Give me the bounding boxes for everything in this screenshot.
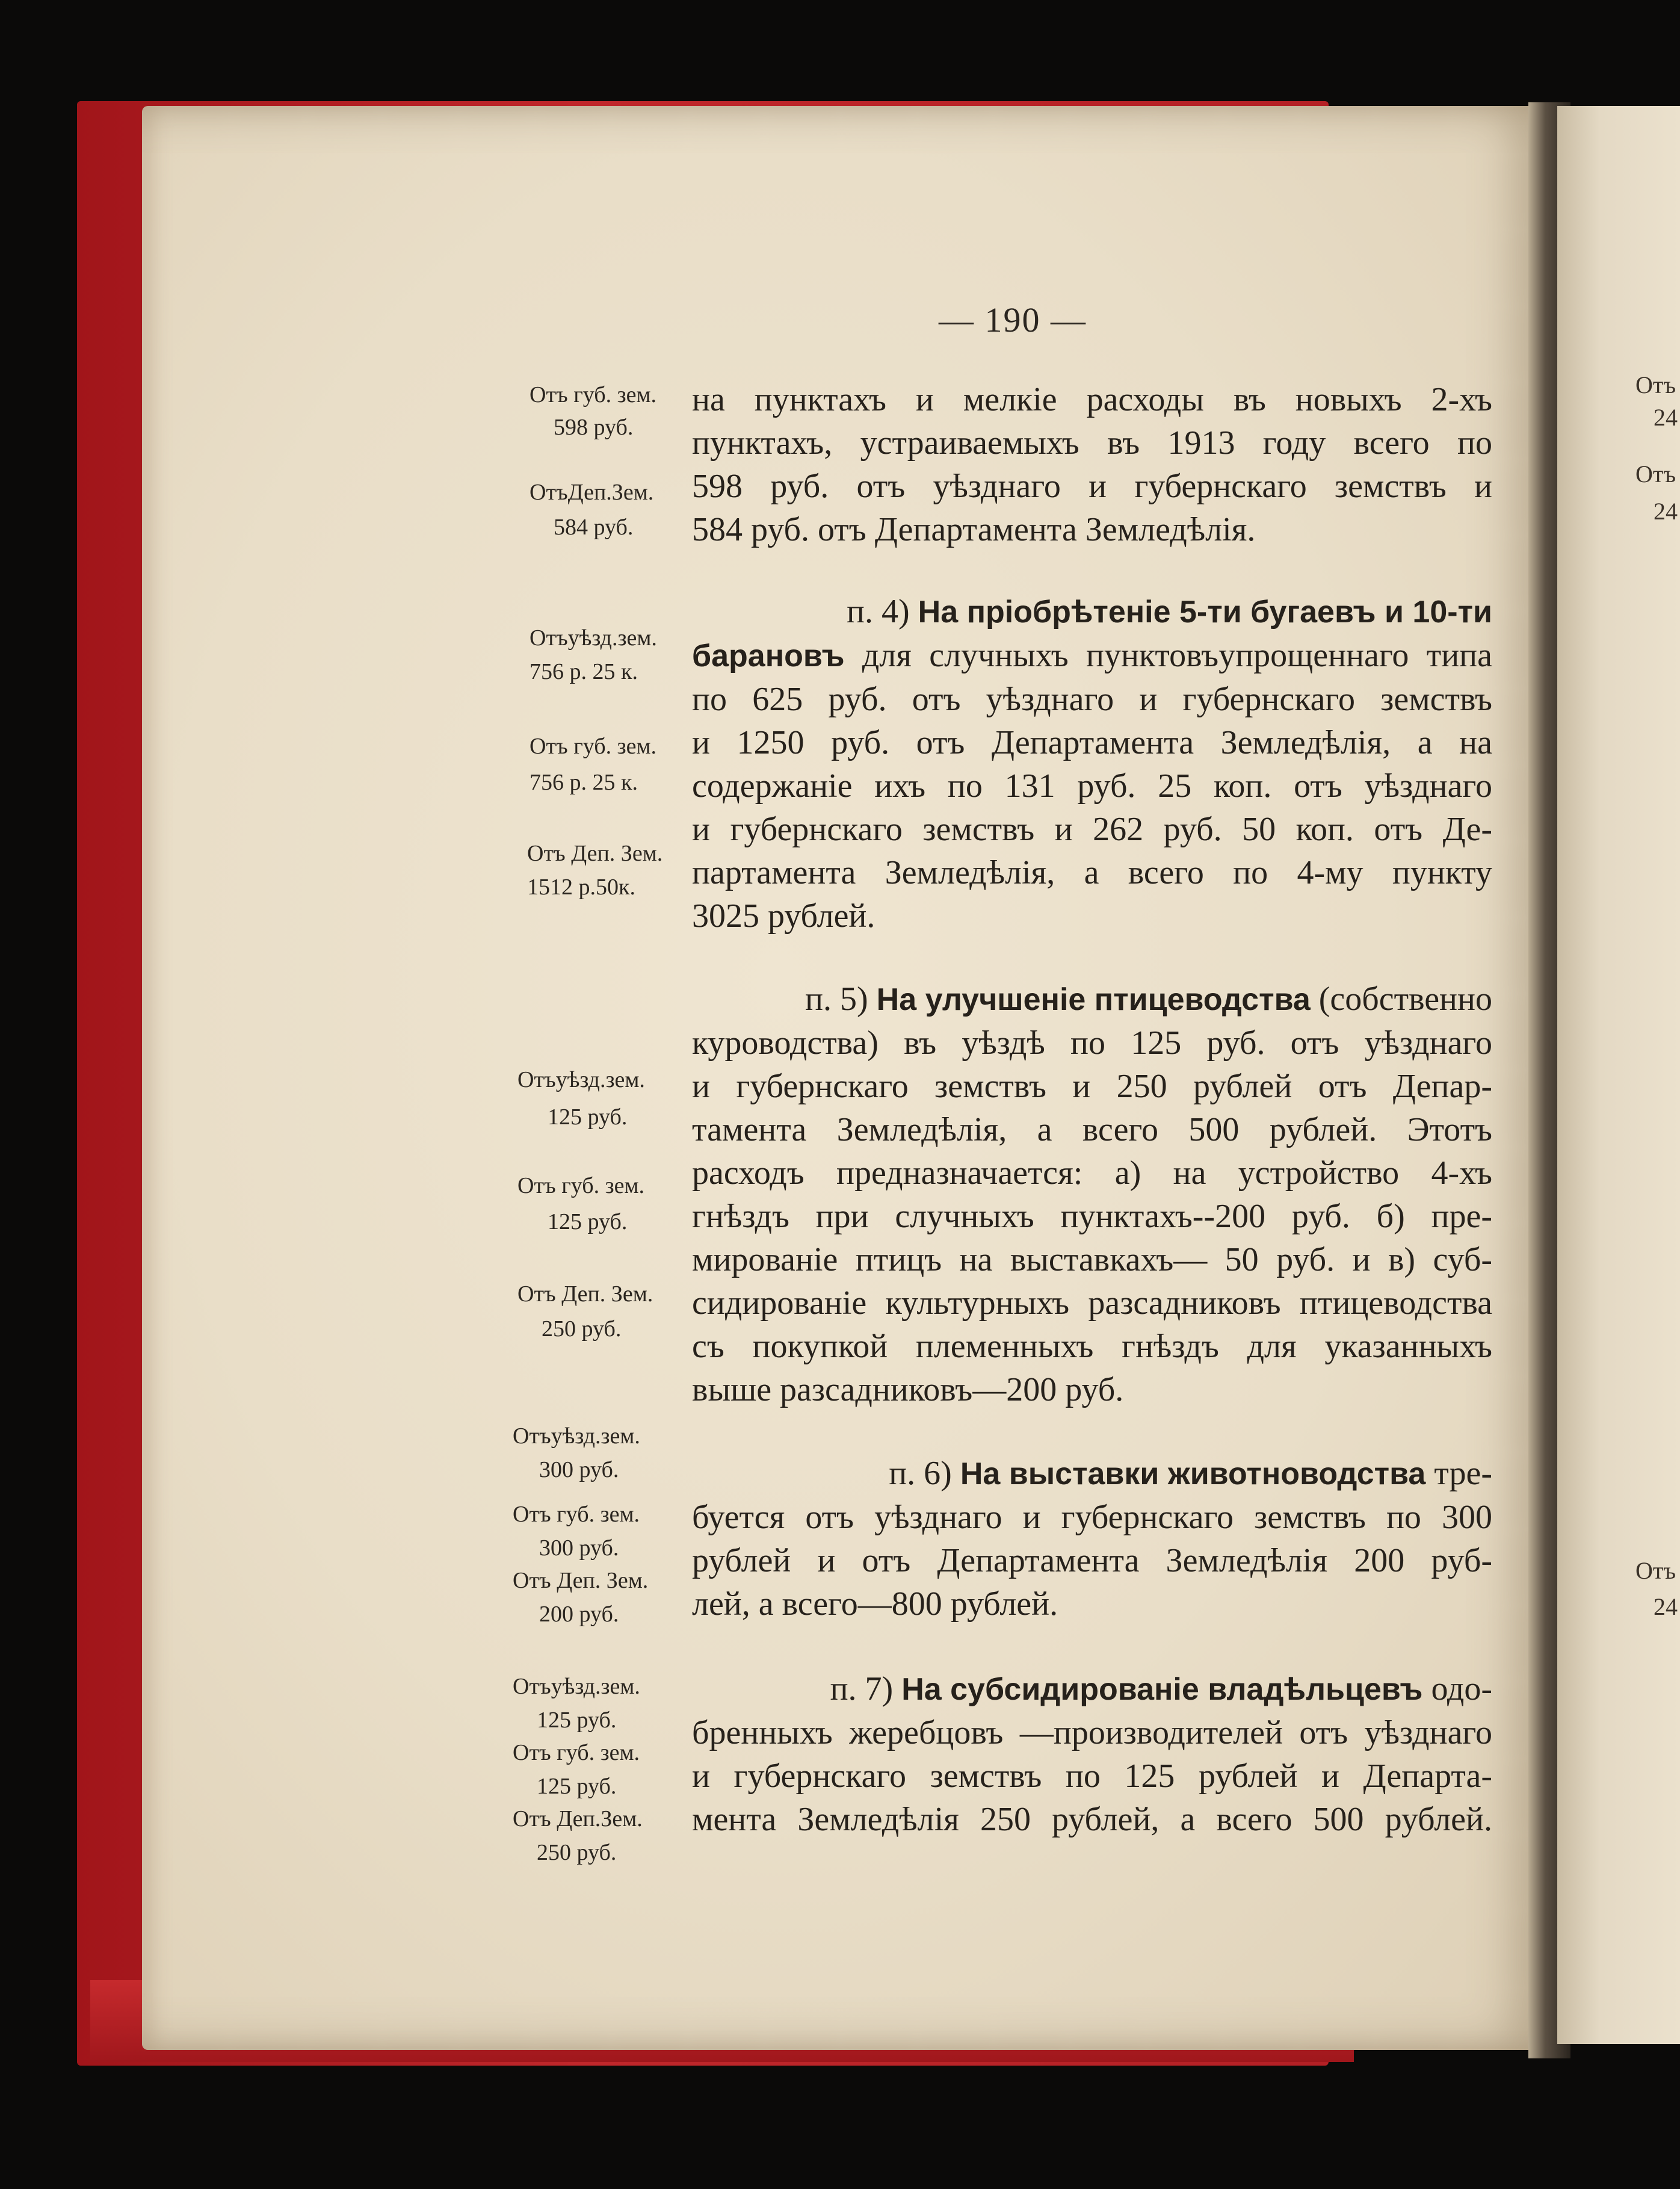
margin-note: 584 руб. (554, 515, 634, 540)
text-line: гнѣздъ при случныхъ пунктахъ--200 руб. б) пре- (692, 1198, 1492, 1235)
text-line: 3025 рублей. (692, 897, 876, 935)
paragraph-7 (692, 1667, 1492, 1841)
adjacent-page-fragment: Отъ (1635, 1557, 1676, 1584)
text-line: и 1250 руб. отъ Департамента Земледѣлія, а на (692, 724, 1492, 761)
item-title-cont: барановъ (692, 639, 845, 673)
margin-note: Отъ Деп. Зем. (527, 841, 663, 866)
paragraph-4 (692, 590, 1492, 938)
margin-note: ОтъДеп.Зем. (530, 480, 654, 505)
margin-note: 300 руб. (539, 1457, 619, 1482)
margin-note: 125 руб. (537, 1708, 617, 1733)
margin-note: Отъ Деп. Зем. (513, 1568, 649, 1593)
margin-note: 598 руб. (554, 415, 634, 440)
margin-note: Отъ губ. зем. (530, 734, 657, 759)
margin-note: Отъ губ. зем. (513, 1740, 640, 1765)
margin-note: 125 руб. (548, 1104, 628, 1130)
item-heading (692, 1452, 1492, 1496)
text-fragment: (собственно (1318, 980, 1492, 1018)
margin-note: Отъ Деп.Зем. (513, 1806, 643, 1831)
text-line: мента Земледѣлія 250 рублей, а всего 500 рублей. (692, 1801, 1492, 1838)
text-line: 584 руб. отъ Департамента Земледѣлія. (692, 511, 1256, 548)
margin-note: 756 р. 25 к. (530, 659, 638, 684)
text-fragment: для случныхъ пунктовъупрощеннаго типа (862, 637, 1492, 674)
item-number: п. 4) (847, 593, 910, 630)
adjacent-page-fragment: 24 (1654, 404, 1678, 431)
text-line: на пунктахъ и мелкіе расходы въ новыхъ 2-хъ (692, 381, 1492, 418)
item-heading (692, 590, 1492, 634)
margin-note: 250 руб. (537, 1840, 617, 1865)
item-heading (692, 1667, 1492, 1711)
item-title: На субсидированіе владѣльцевъ (901, 1672, 1423, 1707)
margin-note: Отъуѣзд.зем. (513, 1423, 640, 1449)
item-heading (692, 977, 1492, 1021)
adjacent-page-fragment: Отъ (1635, 460, 1676, 488)
text-fragment: тре- (1434, 1455, 1492, 1492)
margin-note: Отъ Деп. Зем. (517, 1281, 653, 1307)
margin-note: 300 руб. (539, 1535, 619, 1561)
item-number: п. 6) (889, 1455, 952, 1492)
margin-note: 125 руб. (537, 1774, 617, 1799)
text-line: тамента Земледѣлія, а всего 500 рублей. Этотъ (692, 1111, 1492, 1148)
adjacent-page (1557, 106, 1680, 2044)
text-line: партамента Земледѣлія, а всего по 4-му пункту (692, 854, 1492, 891)
adjacent-page-fragment: Отъ (1635, 371, 1676, 398)
adjacent-page-fragment: 24 (1654, 1593, 1678, 1620)
text-line: буется отъ уѣзднаго и губернскаго земствъ по 300 (692, 1499, 1492, 1536)
text-line: мированіе птицъ на выставкахъ— 50 руб. и в) суб- (692, 1241, 1492, 1278)
margin-note: 756 р. 25 к. (530, 770, 638, 795)
text-line (692, 634, 1492, 678)
text-line: по 625 руб. отъ уѣзднаго и губернскаго земствъ (692, 681, 1492, 718)
page-number: — 190 — (939, 300, 1087, 339)
text-line: пунктахъ, устраиваемыхъ въ 1913 году всего по (692, 424, 1492, 462)
paragraph-5 (692, 977, 1492, 1411)
text-line: рублей и отъ Департамента Земледѣлія 200 руб- (692, 1542, 1492, 1579)
margin-note: Отъ губ. зем. (517, 1173, 645, 1198)
margin-note: Отъуѣзд.зем. (517, 1067, 645, 1092)
text-line: 598 руб. отъ уѣзднаго и губернскаго земствъ и (692, 468, 1492, 505)
text-line: куроводства) въ уѣздѣ по 125 руб. отъ уѣзднаго (692, 1024, 1492, 1062)
text-line: съ покупкой племенныхъ гнѣздъ для указанныхъ (692, 1328, 1492, 1365)
margin-note: 1512 р.50к. (527, 875, 635, 900)
text-line: сидированіе культурныхъ разсадниковъ птицеводства (692, 1284, 1492, 1322)
text-line: и губернскаго земствъ по 125 рублей и Департа- (692, 1757, 1492, 1795)
item-title: На выставки животноводства (960, 1457, 1426, 1491)
paragraph-6 (692, 1452, 1492, 1626)
text-line: и губернскаго земствъ и 250 рублей отъ Депар- (692, 1068, 1492, 1105)
text-line: и губернскаго земствъ и 262 руб. 50 коп. отъ Де- (692, 811, 1492, 848)
item-title: На улучшеніе птицеводства (876, 982, 1311, 1017)
text-fragment: одо- (1431, 1670, 1492, 1708)
margin-note: Отъуѣзд.зем. (530, 625, 657, 651)
margin-note: Отъ губ. зем. (513, 1502, 640, 1527)
item-title: На пріобрѣтеніе 5-ти бугаевъ и 10-ти (918, 595, 1492, 630)
text-line: расходъ предназначается: а) на устройство 4-хъ (692, 1154, 1492, 1192)
margin-note: 200 руб. (539, 1602, 619, 1627)
text-line: лей, а всего—800 рублей. (692, 1585, 1058, 1623)
paragraph-3 (692, 378, 1492, 551)
margin-note: Отъуѣзд.зем. (513, 1674, 640, 1699)
text-line: содержаніе ихъ по 131 руб. 25 коп. отъ уѣзднаго (692, 767, 1492, 805)
item-number: п. 7) (830, 1670, 894, 1708)
item-number: п. 5) (805, 980, 868, 1018)
text-line: выше разсадниковъ—200 руб. (692, 1371, 1124, 1408)
text-line: бренныхъ жеребцовъ —производителей отъ уѣзднаго (692, 1714, 1492, 1751)
margin-note: Отъ губ. зем. (530, 382, 657, 407)
adjacent-page-fragment: 24 (1654, 498, 1678, 525)
margin-note: 125 руб. (548, 1209, 628, 1234)
margin-note: 250 руб. (542, 1316, 622, 1342)
